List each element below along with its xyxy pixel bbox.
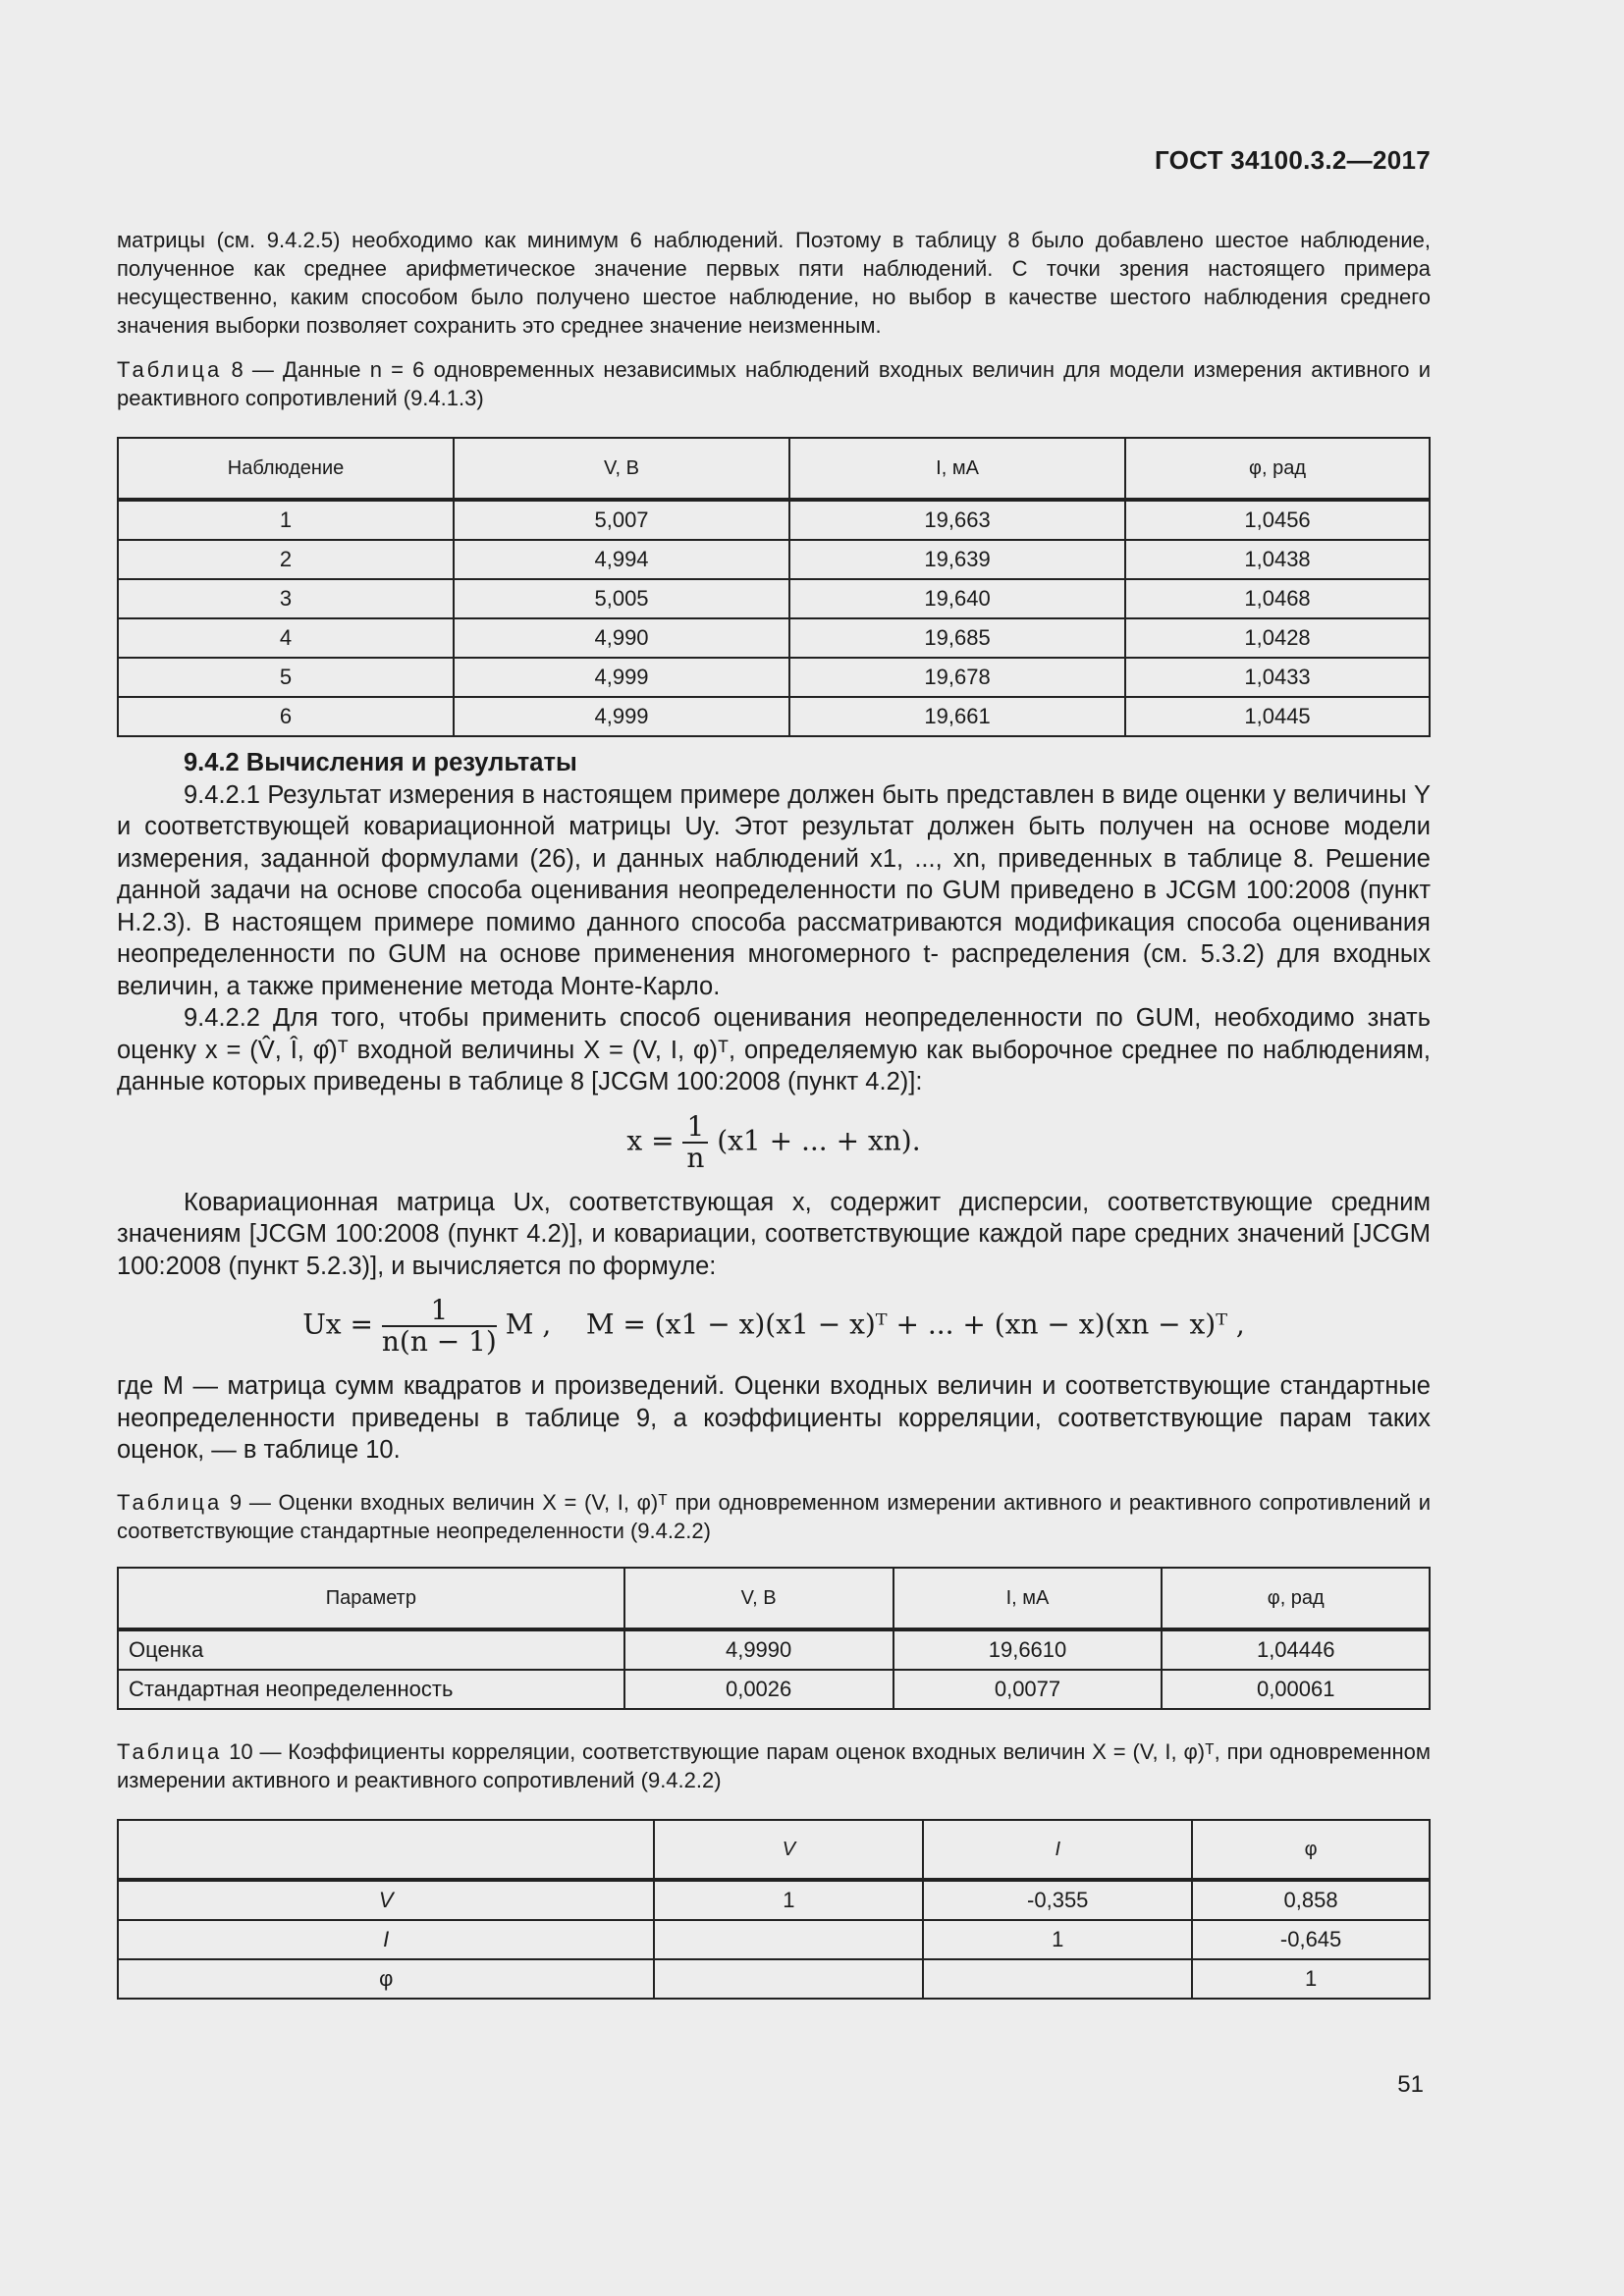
table8-header-phi: φ, рад xyxy=(1125,438,1430,500)
table-cell: 19,661 xyxy=(789,697,1125,736)
table-cell: 1,0445 xyxy=(1125,697,1430,736)
table-cell: Оценка xyxy=(118,1629,624,1670)
table-cell xyxy=(654,1959,923,1999)
table-cell: 19,6610 xyxy=(893,1629,1163,1670)
table-row xyxy=(118,579,1430,618)
table-row xyxy=(118,1880,1430,1920)
table9-header-parameter: Параметр xyxy=(118,1568,624,1629)
table-cell: 4,999 xyxy=(454,697,789,736)
table10-caption-text: — Коэффициенты корреляции, соответствующие парам оценок входных величин X = (V, I, φ)ᵀ, при одновременном измерении активного и реактивного сопротивлений (9.4.2.2) xyxy=(117,1738,1431,1792)
formula-cov-rhs: M = (x1 − x)(x1 − x)ᵀ + ... + (xn − x)(xn − x)ᵀ , xyxy=(585,1308,1245,1341)
table-cell: 0,0077 xyxy=(893,1670,1163,1709)
table-cell: 1,04446 xyxy=(1162,1629,1430,1670)
table10-header-v: V xyxy=(654,1820,923,1880)
paragraph-9-4-2-2: 9.4.2.2 Для того, чтобы применить способ оценивания неопределенности по GUM, необходимо знать оценку x = (V̂, Î, φ̂)ᵀ входной величины X = (V, I, φ)ᵀ, определяемую как выборочное среднее по наблюдениям, данные которых приведены в таблице 8 [JCGM 100:2008 (пункт 4.2)]: xyxy=(117,1004,1431,1095)
formula-covariance xyxy=(117,1296,1431,1357)
paragraph-where: где M — матрица сумм квадратов и произведений. Оценки входных величин и соответствующие стандартные неопределенности приведены в таблице 9, а коэффициенты корреляции, соответствующие парам таких оценок, — в таблице 10. xyxy=(117,1372,1431,1464)
formula-cov-lhs: Ux = xyxy=(302,1308,373,1341)
table-cell: V xyxy=(118,1880,654,1920)
table9-header-i: I, мА xyxy=(893,1568,1163,1629)
table10-header-i: I xyxy=(923,1820,1192,1880)
table8-number: 8 xyxy=(222,357,244,382)
table-cell: -0,645 xyxy=(1192,1920,1430,1959)
standard-header: ГОСТ 34100.3.2—2017 xyxy=(1154,145,1431,175)
table-row xyxy=(118,697,1430,736)
table-cell: 2 xyxy=(118,540,454,579)
table-cell: 1,0428 xyxy=(1125,618,1430,658)
table-cell: 1,0456 xyxy=(1125,500,1430,540)
formula-mean xyxy=(117,1109,1431,1174)
table8-caption xyxy=(117,355,1431,412)
table-cell: 19,639 xyxy=(789,540,1125,579)
table-cell: 4,990 xyxy=(454,618,789,658)
table9-header-row xyxy=(118,1568,1430,1629)
table-cell: 0,858 xyxy=(1192,1880,1430,1920)
table-cell: 1 xyxy=(1192,1959,1430,1999)
table9-header-v: V, В xyxy=(624,1568,893,1629)
table-cell: 4,999 xyxy=(454,658,789,697)
table10-caption xyxy=(117,1737,1431,1794)
table-cell: 19,663 xyxy=(789,500,1125,540)
table8-label: Таблица xyxy=(117,357,223,382)
formula-mean-fraction xyxy=(682,1109,708,1174)
table-cell: 3 xyxy=(118,579,454,618)
fraction-denominator: n(n − 1) xyxy=(381,1325,497,1358)
table-cell: 1,0438 xyxy=(1125,540,1430,579)
table-cell: 5,005 xyxy=(454,579,789,618)
table9-label: Таблица xyxy=(117,1489,223,1515)
table-row xyxy=(118,1670,1430,1709)
fraction-numerator: 1 xyxy=(682,1112,708,1144)
formula-mean-lhs: x = xyxy=(626,1124,675,1156)
table-cell: 19,685 xyxy=(789,618,1125,658)
table-row xyxy=(118,500,1430,540)
table9-caption-text: — Оценки входных величин X = (V, I, φ)ᵀ при одновременном измерении активного и реактивного сопротивлений и соответствующие стандартные неопределенности (9.4.2.2) xyxy=(117,1489,1431,1543)
paragraph-covariance: Ковариационная матрица Ux, соответствующая x, содержит дисперсии, соответствующие средним значениям [JCGM 100:2008 (пункт 4.2)], и ковариации, соответствующие каждой паре средних значений [JCGM 100:2008 (пункт 5.2.3)], и вычисляется по формуле: xyxy=(117,1188,1431,1280)
section-title: 9.4.2 Вычисления и результаты xyxy=(184,749,577,776)
table8-caption-text: — Данные n = 6 одновременных независимых наблюдений входных величин для модели измерения активного и реактивного сопротивлений (9.4.1.3) xyxy=(117,357,1431,410)
table-cell: 1,0468 xyxy=(1125,579,1430,618)
table-cell: 5 xyxy=(118,658,454,697)
table-cell: Стандартная неопределенность xyxy=(118,1670,624,1709)
table-cell: -0,355 xyxy=(923,1880,1192,1920)
table10-number: 10 xyxy=(222,1738,253,1764)
table-cell: 1 xyxy=(923,1920,1192,1959)
intro-paragraph: матрицы (см. 9.4.2.5) необходимо как минимум 6 наблюдений. Поэтому в таблицу 8 было добавлено шестое наблюдение, полученное как среднее арифметическое значение первых пяти наблюдений. С точки зрения настоящего примера несущественно, каким способом было получено шестое наблюдение, но выбор в качестве шестого наблюдения среднего значения выборки позволяет сохранить это среднее значение неизменным. xyxy=(117,228,1431,338)
paragraph-9-4-2-1: 9.4.2.1 Результат измерения в настоящем примере должен быть представлен в виде оценки y величины Y и соответствующей ковариационной матрицы Uy. Этот результат должен быть получен на основе модели измерения, заданной формулами (26), и данных наблюдений x1, ..., xn, приведенных в таблице 8. Решение данной задачи на основе способа оценивания неопределенности по GUM приведено в JCGM 100:2008 (пункт Н.2.3). В настоящем примере помимо данного способа рассматриваются модификация способа оценивания неопределенности по GUM на основе применения многомерного t- распределения (см. 5.3.2) для входных величин, а также применение метода Монте-Карло. xyxy=(117,780,1431,1000)
table-cell: 1,0433 xyxy=(1125,658,1430,697)
table10-header-phi: φ xyxy=(1192,1820,1430,1880)
page-content xyxy=(117,226,1431,2000)
page-number: 51 xyxy=(1397,2071,1424,2098)
table-cell: 19,678 xyxy=(789,658,1125,697)
formula-cov-fraction xyxy=(382,1296,497,1357)
table-row xyxy=(118,658,1430,697)
table-cell: I xyxy=(118,1920,654,1959)
table-cell: 5,007 xyxy=(454,500,789,540)
table9-caption xyxy=(117,1488,1431,1545)
fraction-denominator: n xyxy=(686,1141,705,1174)
table-row xyxy=(118,1959,1430,1999)
table9 xyxy=(117,1567,1431,1710)
table-cell: φ xyxy=(118,1959,654,1999)
table-row xyxy=(118,1629,1430,1670)
formula-cov-mid: M , xyxy=(505,1308,552,1341)
table8-header-i: I, мА xyxy=(789,438,1125,500)
table-cell: 4,994 xyxy=(454,540,789,579)
table-cell: 0,0026 xyxy=(624,1670,893,1709)
table-cell: 4 xyxy=(118,618,454,658)
table-row xyxy=(118,1920,1430,1959)
table-cell: 4,9990 xyxy=(624,1629,893,1670)
table10-header-empty xyxy=(118,1820,654,1880)
table9-header-phi: φ, рад xyxy=(1162,1568,1430,1629)
table8 xyxy=(117,437,1431,737)
table-cell: 6 xyxy=(118,697,454,736)
table-row xyxy=(118,540,1430,579)
table-cell: 1 xyxy=(654,1880,923,1920)
table-cell: 0,00061 xyxy=(1162,1670,1430,1709)
table-cell xyxy=(654,1920,923,1959)
table-cell: 19,640 xyxy=(789,579,1125,618)
table9-number: 9 xyxy=(222,1489,243,1515)
formula-mean-rhs: (x1 + ... + xn). xyxy=(717,1124,921,1156)
table-cell: 1 xyxy=(118,500,454,540)
table10-header-row xyxy=(118,1820,1430,1880)
fraction-numerator: 1 xyxy=(382,1296,497,1327)
table10-label: Таблица xyxy=(117,1738,223,1764)
table8-header-row xyxy=(118,438,1430,500)
table-cell xyxy=(923,1959,1192,1999)
table8-header-observation: Наблюдение xyxy=(118,438,454,500)
table8-header-v: V, В xyxy=(454,438,789,500)
table10 xyxy=(117,1819,1431,2000)
table-row xyxy=(118,618,1430,658)
